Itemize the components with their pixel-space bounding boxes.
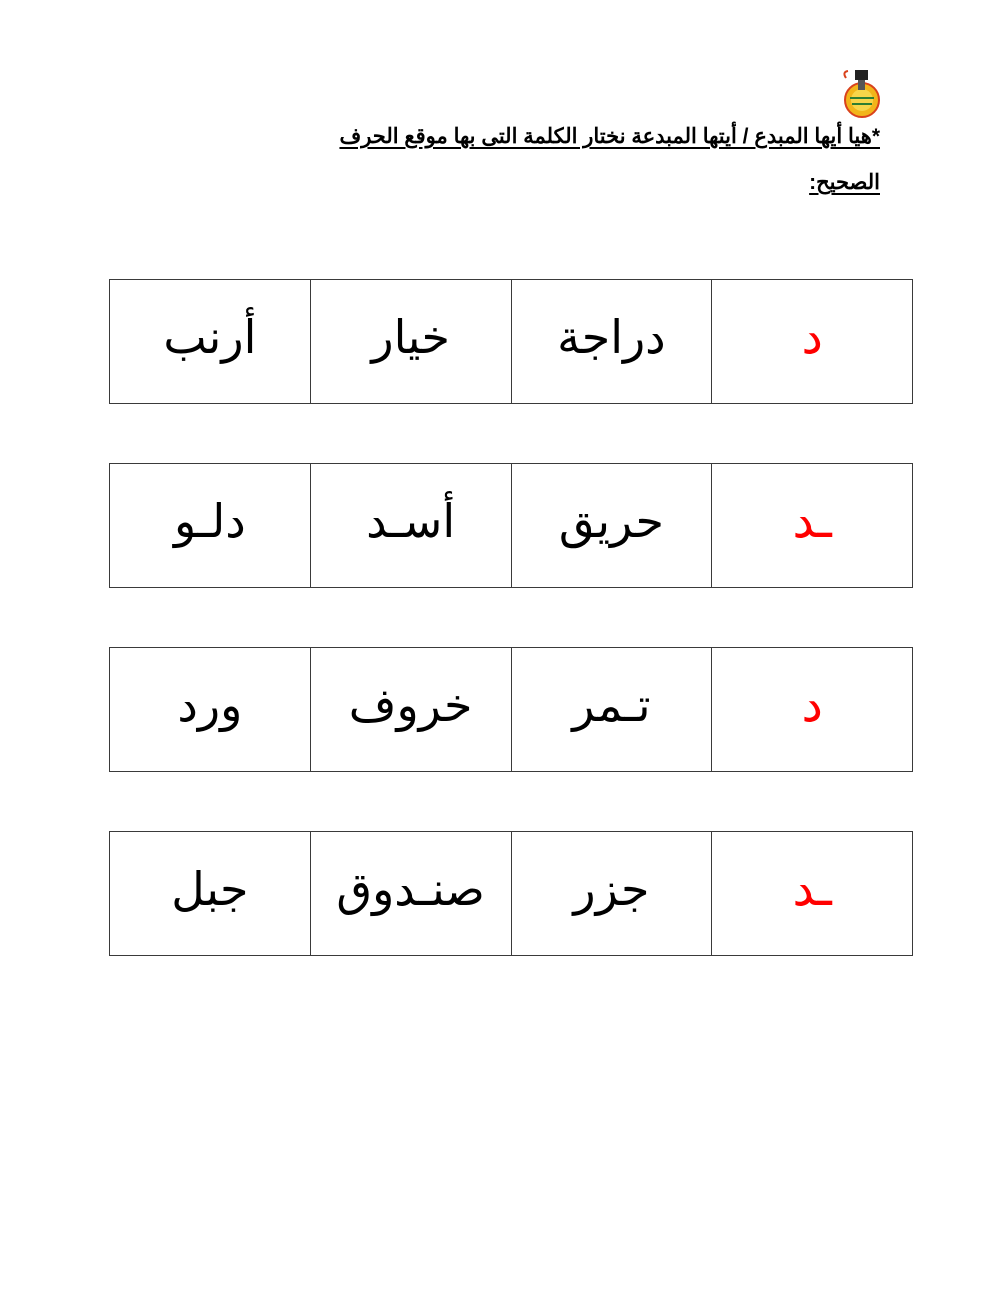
word-option[interactable]: ورد xyxy=(177,677,243,732)
word-option[interactable]: تـمر xyxy=(511,648,712,771)
target-letter: د xyxy=(711,280,912,403)
target-letter: د xyxy=(711,648,912,771)
target-letter: ـد xyxy=(711,464,912,587)
table-row xyxy=(109,647,913,772)
target-letter: ـد xyxy=(711,832,912,955)
table-row xyxy=(109,279,913,404)
word-option[interactable]: حريق xyxy=(511,464,712,587)
logo-icon xyxy=(838,68,884,120)
word-option[interactable]: دلـو xyxy=(174,493,246,548)
instruction-line-1: *هيا أيها المبدع / أيتها المبدعة نختار الكلمة التى بها موقع الحرف xyxy=(339,125,880,148)
word-option[interactable]: جبل xyxy=(171,861,249,916)
word-option[interactable]: صنـدوق xyxy=(310,832,511,955)
word-option[interactable]: أسـد xyxy=(310,464,511,587)
instruction-line-2: الصحيح: xyxy=(809,171,880,194)
table-row xyxy=(109,463,913,588)
letter-position-table xyxy=(109,279,913,1015)
instruction-text xyxy=(180,114,880,206)
word-option[interactable]: دراجة xyxy=(511,280,712,403)
word-option[interactable]: خيار xyxy=(310,280,511,403)
table-row xyxy=(109,831,913,956)
word-option[interactable]: خروف xyxy=(310,648,511,771)
word-option[interactable]: جزر xyxy=(511,832,712,955)
word-option[interactable]: أرنب xyxy=(163,309,257,364)
